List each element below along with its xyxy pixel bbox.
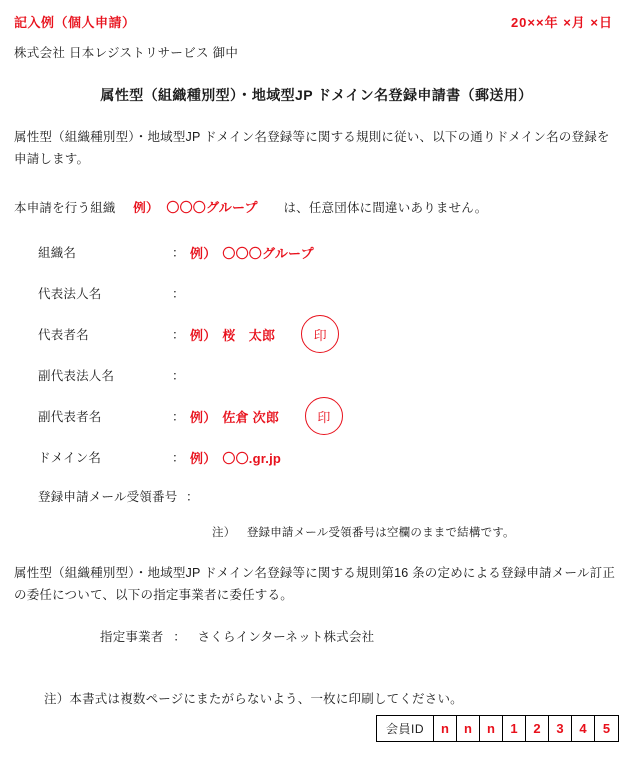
- statement-example-mark: 例）: [133, 200, 159, 215]
- field-colon: ：: [186, 489, 199, 504]
- field-colon: ：: [172, 246, 185, 261]
- field-label: 代表法人名: [38, 287, 102, 302]
- field-row-domain-name: [14, 437, 619, 478]
- member-id-label: 会員ID: [377, 716, 434, 741]
- member-id-cell[interactable]: 4: [572, 716, 595, 741]
- field-label: 代表者名: [38, 328, 89, 343]
- receipt-note: [14, 524, 619, 540]
- field-example-mark: 例）: [190, 450, 217, 466]
- field-colon: ：: [172, 410, 185, 425]
- field-colon: ：: [172, 451, 185, 466]
- seal-stamp-icon: 印: [305, 397, 343, 435]
- statement-suffix: は、任意団体に間違いありません。: [283, 200, 488, 215]
- member-id-cell[interactable]: 3: [549, 716, 572, 741]
- field-row-representative-corporation-name: [14, 273, 619, 314]
- member-id-cell[interactable]: n: [480, 716, 503, 741]
- receipt-note-mark: 注）: [212, 526, 236, 539]
- field-label: 組織名: [38, 246, 77, 261]
- member-id-box: [376, 715, 619, 742]
- member-id-cell[interactable]: n: [434, 716, 457, 741]
- provider-colon: ：: [173, 629, 186, 644]
- page-title: 属性型（組織種別型）・地域型JP ドメイン名登録申請書（郵送用）: [100, 87, 533, 103]
- field-value: 〇〇.gr.jp: [222, 450, 282, 466]
- intro-paragraph: 属性型（組織種別型）・地域型JP ドメイン名登録等に関する規則に従い、以下の通りドメイン名の登録を申請します。: [14, 130, 610, 166]
- field-value: 桜 太郎: [222, 327, 276, 343]
- field-example-mark: 例）: [190, 327, 217, 343]
- provider-value: さくらインターネット株式会社: [197, 629, 375, 644]
- field-colon: ：: [172, 369, 185, 384]
- addressee: 株式会社 日本レジストリサービス 御中: [14, 46, 239, 60]
- organization-statement: [14, 197, 619, 216]
- header-row: [14, 12, 619, 31]
- field-example-mark: 例）: [190, 245, 217, 261]
- seal-stamp-icon: 印: [301, 315, 339, 353]
- field-row-organization-name: [14, 232, 619, 273]
- field-colon: ：: [172, 328, 185, 343]
- receipt-note-text: 登録申請メール受領番号は空欄のままで結構です。: [246, 526, 515, 539]
- field-example-mark: 例）: [190, 409, 217, 425]
- field-label: 副代表法人名: [38, 369, 115, 384]
- statement-prefix: 本申請を行う組織: [14, 200, 116, 215]
- provider-label: 指定事業者: [100, 629, 164, 644]
- field-row-vice-representative-corporation-name: [14, 355, 619, 396]
- member-id-cell[interactable]: 2: [526, 716, 549, 741]
- member-id-cell[interactable]: 5: [602, 721, 611, 736]
- field-value: 佐倉 次郎: [222, 409, 280, 425]
- member-id-cell[interactable]: 1: [503, 716, 526, 741]
- designated-provider-row: [14, 627, 619, 645]
- field-row-vice-representative-name: [14, 396, 619, 437]
- example-label: 記入例（個人申請）: [14, 15, 136, 30]
- statement-org-name: 〇〇〇グループ: [166, 199, 258, 215]
- member-id-cell[interactable]: n: [457, 716, 480, 741]
- field-label: 副代表者名: [38, 410, 102, 425]
- field-value: 〇〇〇グループ: [222, 245, 314, 261]
- date-line: 20××年 ×月 ×日: [510, 15, 613, 30]
- field-row-receipt-number: [14, 478, 619, 514]
- field-row-representative-name: [14, 314, 619, 355]
- field-colon: ：: [172, 287, 185, 302]
- delegation-paragraph: 属性型（組織種別型）・地域型JP ドメイン名登録等に関する規則第16 条の定めによる登録申請メール訂正の委任について、以下の指定事業者に委任する。: [14, 565, 616, 603]
- print-note: 注）本書式は複数ページにまたがらないよう、一枚に印刷してください。: [44, 691, 463, 706]
- field-label: 登録申請メール受領番号: [38, 489, 178, 504]
- application-fields: [14, 232, 619, 514]
- field-label: ドメイン名: [38, 451, 102, 466]
